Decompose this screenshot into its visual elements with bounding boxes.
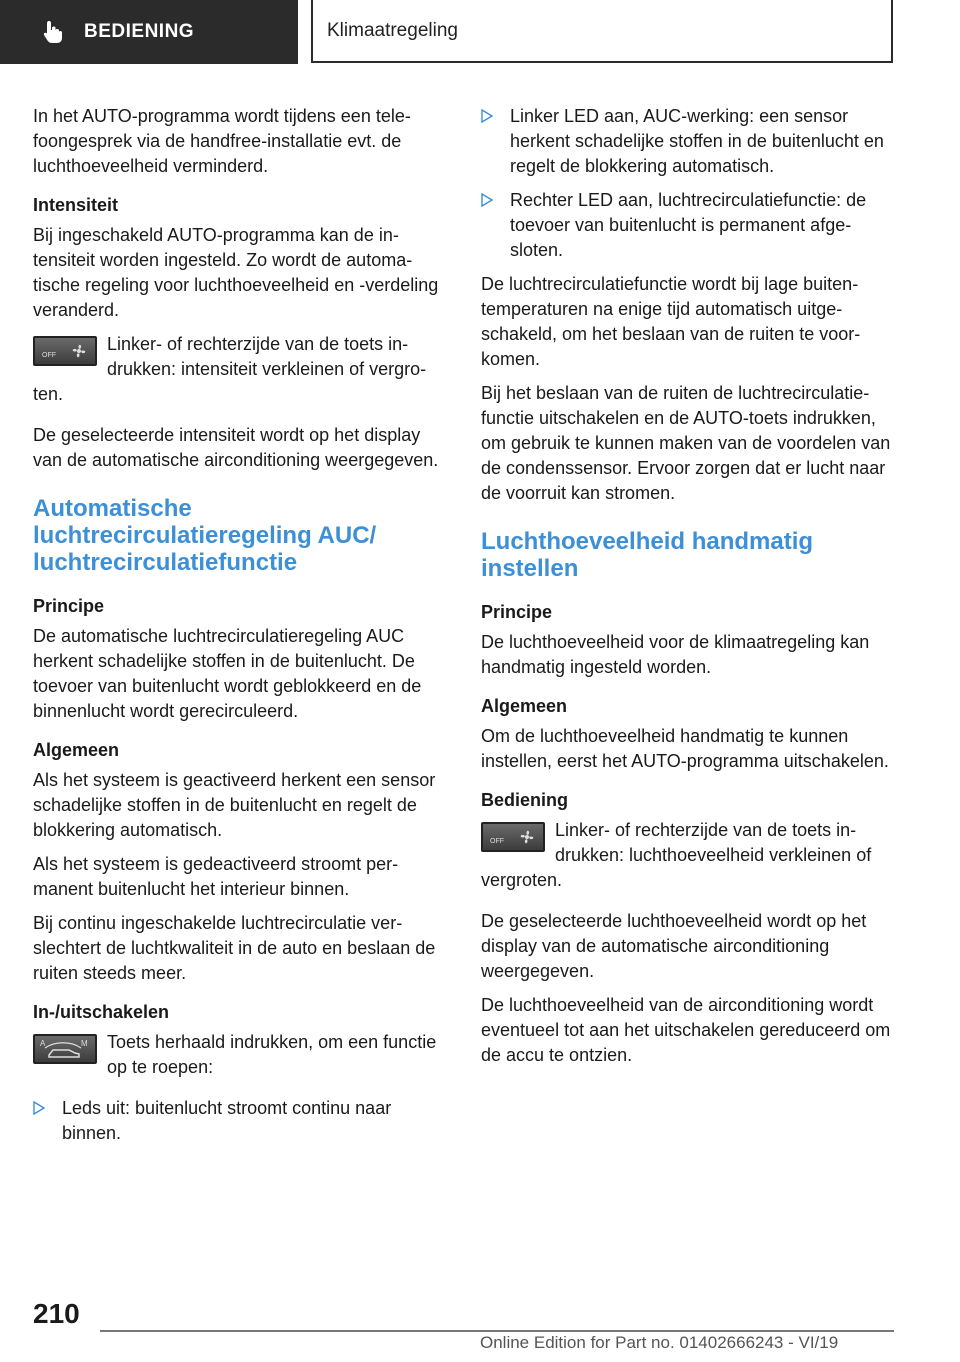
footer-edition: Online Edition for Part no. 01402666243 - VI/19: [480, 1333, 839, 1352]
page-number: 210: [33, 1298, 80, 1329]
subheading-algemeen: Algemeen: [481, 696, 568, 716]
icon-paragraph: [33, 332, 447, 407]
list-item: [481, 188, 895, 263]
paragraph: Om de luchthoeveelheid handmatig te kunnen instellen, eerst het AUTO-programma uitschakelen.: [481, 726, 889, 771]
section-title: BEDIENING: [84, 21, 195, 42]
bullet-list: [481, 104, 895, 263]
subheading-intensiteit: Intensiteit: [33, 195, 119, 215]
subheading-principe: Principe: [33, 596, 105, 616]
paragraph: De geselecteerde intensiteit wordt op het display van de automatische airconditioning weergegeven.: [33, 425, 439, 470]
paragraph: In het AUTO-programma wordt tijdens een telefoongesprek via de handfree-installatie evt. de luchthoeveelheid verminderd.: [33, 106, 411, 176]
section-heading-auc: Automatische luchtrecirculatieregeling AUC/ luchtrecirculatiefunctie: [33, 495, 377, 576]
fan-off-key-icon: [33, 336, 97, 366]
section-heading-luchthoeveelheid: Luchthoeveelheid handmatig instellen: [481, 528, 814, 582]
subheading-bediening: Bediening: [481, 790, 569, 810]
paragraph: De luchtrecirculatiefunctie wordt bij lage buitentemperaturen na enige tijd automatisch uitgeschakeld, om het beslaan van de ruiten te voorkomen.: [481, 274, 861, 369]
triangle-bullet-icon: [481, 191, 493, 209]
footer-divider: [100, 1330, 894, 1332]
bullet-list: [33, 1096, 447, 1146]
paragraph: De automatische luchtrecirculatieregeling AUC herkent schadelijke stoffen in de buitenlucht. De toevoer van buitenlucht wordt geblokkeerd en de binnenlucht wordt gerecirculeerd.: [33, 626, 422, 721]
auc-recirculation-key-icon: [33, 1034, 97, 1064]
icon-paragraph: [481, 818, 895, 893]
section-tab: [0, 0, 298, 64]
paragraph: De geselecteerde luchthoeveelheid wordt op het display van de automatische airconditioning weergegeven.: [481, 911, 867, 981]
fan-key-off-label: OFF: [490, 838, 504, 845]
paragraph: Bij continu ingeschakelde luchtrecirculatie verslechtert de luchtkwaliteit in de auto en beslaan de ruiten steeds meer.: [33, 913, 436, 983]
right-column: [481, 104, 895, 1077]
triangle-bullet-icon: [481, 107, 493, 125]
list-item-text: Rechter LED aan, luchtrecirculatiefunctie: de toevoer van buitenlucht is permanent afgesloten.: [510, 190, 867, 260]
breadcrumb: [311, 0, 893, 63]
subheading-in-uitschakelen: In-/uitschakelen: [33, 1002, 170, 1022]
fan-off-key-icon: [481, 822, 545, 852]
subheading-algemeen: Algemeen: [33, 740, 120, 760]
icon-description: Linker- of rechterzijde van de toets indrukken: luchthoeveelheid verkleinen of vergroten.: [481, 820, 872, 890]
list-item-text: Linker LED aan, AUC-werking: een sensor herkent schadelijke stoffen in de buitenlucht en regelt de blokkering automatisch.: [510, 106, 884, 176]
paragraph: Als het systeem is gedeactiveerd stroomt permanent buitenlucht het interieur binnen.: [33, 854, 399, 899]
paragraph: De luchthoeveelheid voor de klimaatregeling kan handmatig ingesteld worden.: [481, 632, 870, 677]
list-item-text: Leds uit: buitenlucht stroomt continu naar binnen.: [62, 1098, 392, 1143]
auto-key-a-label: A: [40, 1039, 46, 1048]
list-item: [481, 104, 895, 179]
paragraph: Bij ingeschakeld AUTO-programma kan de intensiteit worden ingesteld. Zo wordt de automatische regeling voor luchthoeveelheid en -verdeling veranderd.: [33, 225, 439, 320]
auto-key-m-label: M: [81, 1039, 88, 1048]
icon-description: Linker- of rechterzijde van de toets indrukken: intensiteit verkleinen of vergroten.: [33, 334, 427, 404]
triangle-bullet-icon: [33, 1099, 45, 1117]
icon-description: Toets herhaald indrukken, om een functie op te roepen:: [107, 1032, 437, 1077]
chapter-title: Klimaatregeling: [327, 19, 458, 41]
paragraph: Als het systeem is geactiveerd herkent een sensor schadelijke stoffen in de buitenlucht en regelt de blokkering automatisch.: [33, 770, 436, 840]
hand-pointer-icon: [40, 19, 66, 45]
paragraph: De luchthoeveelheid van de airconditioning wordt eventueel tot aan het uitschakelen gereduceerd om de accu te ontzien.: [481, 995, 891, 1065]
subheading-principe: Principe: [481, 602, 553, 622]
paragraph: Bij het beslaan van de ruiten de luchtrecirculatiefunctie uitschakelen en de AUTO-toets indrukken, om gebruik te kunnen maken van de voordelen van de condenssensor. Ervoor zorgen dat er lucht naar de voorruit kan stromen.: [481, 383, 891, 503]
list-item: [33, 1096, 447, 1146]
icon-paragraph: [33, 1030, 447, 1080]
fan-key-off-label: OFF: [42, 352, 56, 359]
left-column: [33, 104, 447, 1155]
